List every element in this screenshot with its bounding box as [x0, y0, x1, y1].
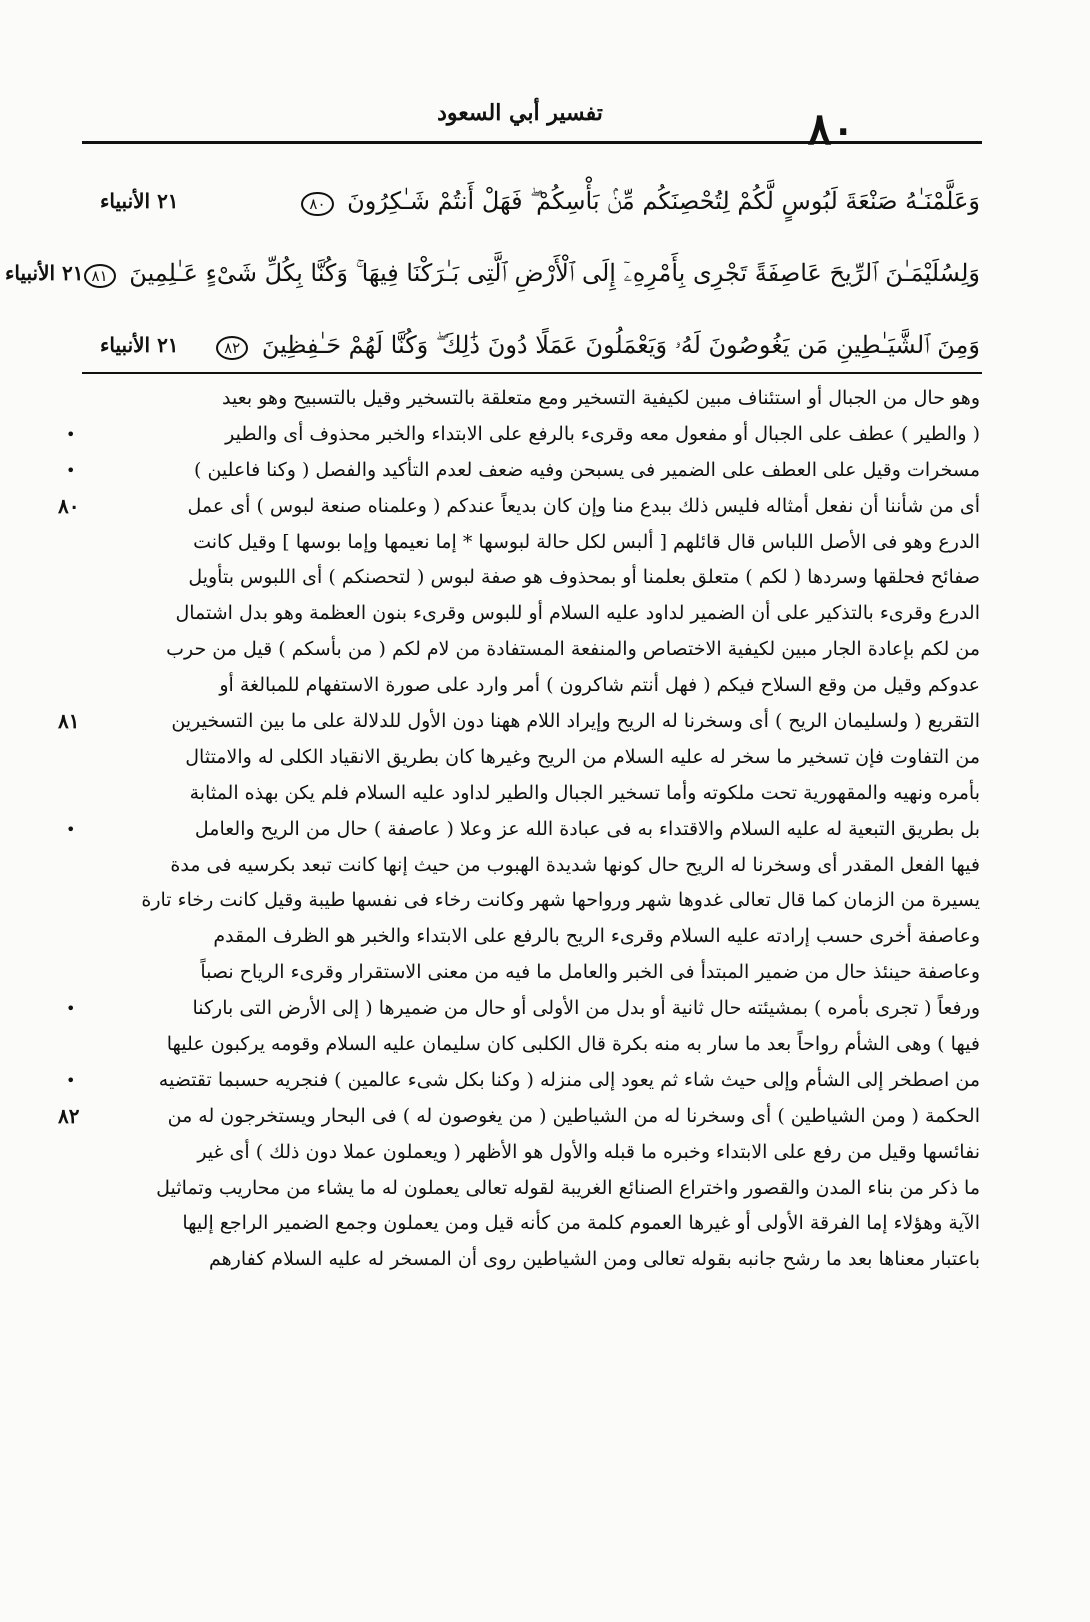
header-rule — [82, 141, 982, 144]
verse-reference: ٢١ الأنبياء — [100, 333, 179, 357]
verse-end-marker: ٨٠ — [301, 192, 333, 216]
commentary-line: ورفعاً ( تجرى بأمره ) بمشيئته حال ثانية أو بدل من الأولى أو حال من ضميرها ( إلى الأرض التى باركنا — [192, 997, 980, 1020]
verse-end-marker: ٨٢ — [216, 336, 248, 360]
bullet-marker: • — [66, 1071, 76, 1091]
page-number: ٨٠ — [807, 104, 855, 155]
commentary-block — [100, 381, 980, 1278]
running-head: تفسير أبي السعود — [437, 100, 603, 126]
commentary-line: يسيرة من الزمان كما قال تعالى غدوها شهر ورواحها شهر وكانت رخاء فى نفسها طيبة وقيل كانت رخاء تارة — [141, 889, 980, 912]
bullet-marker: • — [66, 819, 76, 839]
commentary-line: صفائح فحلقها وسردها ( لكم ) متعلق بعلمنا أو بمحذوف هو صفة لبوس ( لتحصنكم ) أى اللبوس بتأويل — [188, 566, 980, 589]
verse-number-marker: ٨٠ — [58, 493, 80, 518]
commentary-line: من اصطخر إلى الشأم وإلى حيث شاء ثم يعود إلى منزله ( وكنا بكل شىء عالمين ) فنجريه حسبما تقتضيه — [158, 1068, 980, 1091]
commentary-line: بأمره ونهيه والمقهورية تحت ملكوته وأما تسخير الجبال والطير لداود عليه السلام فلم يكن بهذه المثابة — [189, 781, 980, 804]
commentary-line: من لكم بإعادة الجار مبين لكيفية الاختصاص والمنفعة المستفادة من لام لكم ( من بأسكم ) قيل من حرب — [166, 638, 980, 661]
commentary-line: باعتبار معناها بعد ما رشح جانبه بقوله تعالى ومن الشياطين روى أن المسخر له عليه السلام كفارهم — [208, 1248, 980, 1271]
commentary-line: فيها الفعل المقدر أى وسخرنا له الريح حال كونها شديدة الهبوب من حيث إنها كانت تبعد بكرسيه فى مدة — [170, 853, 980, 876]
commentary-line: الدرع وقرىء بالتذكير على أن الضمير لداود عليه السلام أو للبوس وقرىء بنون العظمة وهو بدل اشتمال — [175, 602, 980, 625]
commentary-line: ( والطير ) عطف على الجبال أو مفعول معه وقرىء بالرفع على الابتداء والخبر محذوف أى والطير — [225, 422, 980, 445]
commentary-line: التقريع ( ولسليمان الريح ) أى وسخرنا له الريح وإيراد اللام ههنا دون الأول للدلالة على ما بين التسخيرين — [171, 710, 980, 733]
commentary-line: أى من شأننا أن نفعل أمثاله فليس ذلك ببدع منا وإن كان بديعاً عندكم ( وعلمناه صنعة لبوس ) أى عمل — [187, 494, 980, 517]
commentary-line: نفائسها وقيل من رفع على الابتداء وخبره ما قبله والأول هو الأظهر ( ويعملون عملا دون ذلك ) أى غير — [197, 1140, 980, 1163]
commentary-line: ما ذكر من بناء المدن والقصور واختراع الصنائع الغريبة لقوله تعالى يعملون له ما يشاء من محاريب وتماثيل — [156, 1176, 980, 1199]
verse-text: وَلِسُلَيْمَـٰنَ ٱلرِّيحَ عَاصِفَةً تَجْرِى بِأَمْرِهِۦٓ إِلَى ٱلْأَرْضِ ٱلَّتِى بَـٰرَكْنَا فِيهَا ۚ وَكُنَّا بِكُلِّ شَىْءٍ عَـٰلِمِينَ ٨١ — [84, 259, 980, 288]
commentary-line: وعاصفة أخرى حسب إرادته عليه السلام وقرىء الريح بالرفع على الابتداء والخبر هو الظرف المقدم — [213, 925, 980, 948]
bullet-marker: • — [66, 460, 76, 480]
verse-number-marker: ٨١ — [58, 709, 80, 734]
commentary-line: الآية وهؤلاء إما الفرقة الأولى أو غيرها العموم كلمة من كأنه قيل ومن يعملون وجمع الضمير الراجع إليها — [182, 1212, 980, 1235]
commentary-line: بل بطريق التبعية له عليه السلام والاقتداء به فى عبادة الله عز وعلا ( عاصفة ) حال من الريح والعامل — [194, 817, 980, 840]
commentary-line: وهو حال من الجبال أو استئناف مبين لكيفية التسخير ومع متعلقة بالتسخير وقيل بالتسبيح وهو بعيد — [222, 387, 980, 409]
commentary-line: وعاصفة حينئذ حال من ضمير المبتدأ فى الخبر والعامل ما فيه من معنى الاستقرار وقرىء الرياح نصباً — [200, 961, 980, 984]
verse-number-marker: ٨٢ — [58, 1104, 80, 1128]
verse-line — [4, 237, 980, 309]
commentary-line: مسخرات وقيل على العطف على الضمير فى يسبحن وفيه ضعف لعدم التأكيد والفصل ( وكنا فاعلين ) — [194, 458, 980, 481]
commentary-line: من التفاوت فإن تسخير ما سخر له عليه السلام من الريح وغيرها كان بطريق الانقياد الكلى له والامتثال — [185, 745, 980, 768]
verse-line — [100, 309, 980, 381]
verse-reference: ٢١ الأنبياء — [100, 189, 179, 213]
section-rule — [82, 372, 982, 374]
verse-text: وَعَلَّمْنَـٰهُ صَنْعَةَ لَبُوسٍ لَّكُمْ لِتُحْصِنَكُم مِّنۢ بَأْسِكُمْ ۖ فَهَلْ أَنتُمْ شَـٰكِرُونَ ٨٠ — [301, 187, 980, 216]
bullet-marker: • — [66, 999, 76, 1019]
verse-reference: ٢١ الأنبياء — [4, 261, 84, 285]
bullet-marker: • — [66, 424, 76, 444]
verse-end-marker: ٨١ — [84, 264, 116, 288]
commentary-line: عدوكم وقيل من وقع السلاح فيكم ( فهل أنتم شاكرون ) أمر وارد على صورة الاستفهام للمبالغة أو — [219, 674, 980, 697]
verse-text: وَمِنَ ٱلشَّيَـٰطِينِ مَن يَغُوصُونَ لَهُۥ وَيَعْمَلُونَ عَمَلًا دُونَ ذَٰلِكَ ۖ وَكُنَّا لَهُمْ حَـٰفِظِينَ ٨٢ — [216, 331, 980, 360]
verse-block — [4, 165, 980, 381]
commentary-line: الدرع وهو فى الأصل اللباس قال قائلهم [ ألبس لكل حالة لبوسها * إما نعيمها وإما بوسها ] وقيل كانت — [193, 530, 980, 553]
commentary-line: الحكمة ( ومن الشياطين ) أى وسخرنا له من الشياطين ( من يغوصون له ) فى البحار ويستخرجون له من — [167, 1104, 980, 1127]
verse-line — [100, 165, 980, 237]
commentary-line: فيها ) وهى الشأم رواحاً بعد ما سار به منه بكرة قال الكلبى كان سليمان عليه السلام وقومه يركبون عليها — [166, 1033, 980, 1056]
